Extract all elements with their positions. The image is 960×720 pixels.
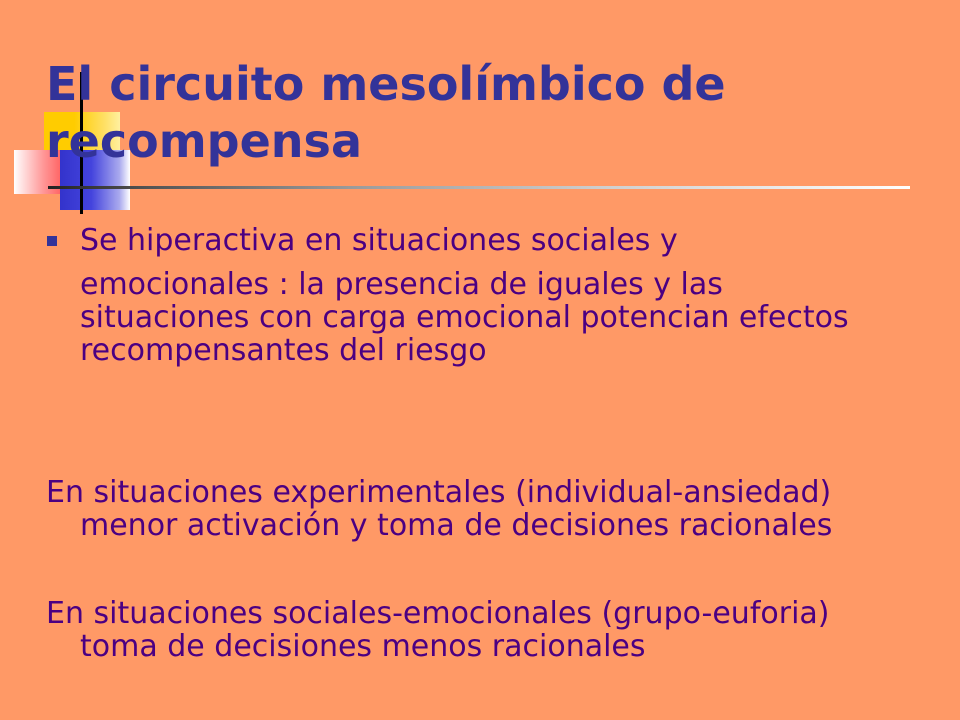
bullet-text-line1: Se hiperactiva en situaciones sociales y — [80, 223, 678, 258]
paragraph-social — [46, 597, 926, 663]
bullet-continuation-line: emocionales : la presencia de iguales y las — [80, 267, 723, 302]
paragraph-line: En situaciones experimentales (individual-ansiedad) — [46, 475, 832, 510]
paragraph-experimental — [46, 476, 926, 542]
bullet-continuation — [80, 268, 940, 367]
bullet-continuation-line: situaciones con carga emocional potencian efectos — [80, 300, 849, 335]
title-divider-line — [48, 186, 910, 189]
slide-title: El circuito mesolímbico de recompensa — [46, 57, 726, 168]
paragraph-line: En situaciones sociales-emocionales (grupo-euforia) — [46, 596, 830, 631]
bullet-continuation-line: recompensantes del riesgo — [80, 333, 487, 368]
paragraph-line: toma de decisiones menos racionales — [80, 629, 646, 664]
bullet-square-icon — [47, 236, 57, 246]
paragraph-line: menor activación y toma de decisiones racionales — [80, 508, 833, 543]
